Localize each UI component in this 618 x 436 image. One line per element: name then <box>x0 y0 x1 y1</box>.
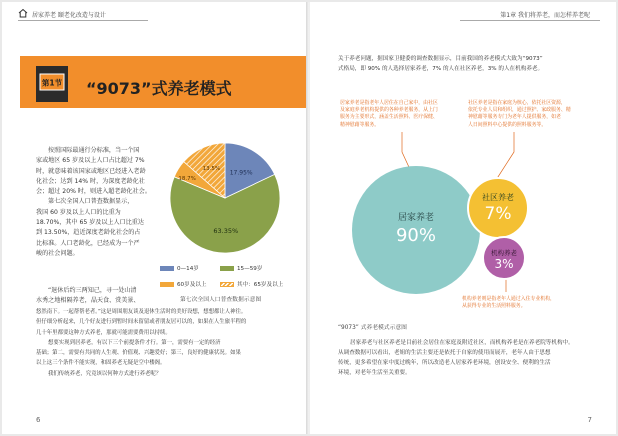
text-line: 我国 60 岁及以上人口的比重为 <box>36 208 121 216</box>
text-line: 第七次全国人口普查数据显示， <box>48 198 134 206</box>
annotation-line: 机构养老则是指老年人通过入住专业机构， <box>462 296 555 302</box>
running-header: 居家养老 颐老化改造与设计 <box>32 12 106 19</box>
community-care-label <box>472 192 524 224</box>
annotation-line: 依托专业人员和组织，通过照护、家政服务、精 <box>468 107 571 114</box>
text-line: 关于养老问题，据国家卫健委的调查数据显示，目前我国的养老模式大致为“9073” <box>338 56 543 62</box>
text-line: 比标准。人口老龄化，已经成为一个严 <box>36 239 140 247</box>
annotation-line: 及家庭养老机构提供的各种养老服务，从上门 <box>340 107 438 114</box>
legend-item-65-plus: 其中：65岁及以上 <box>220 280 283 288</box>
body-paragraph-b <box>36 307 306 379</box>
legend-item-60-plus: 60岁及以上 <box>160 280 207 288</box>
bubble-name: 社区养老 <box>482 193 514 202</box>
left-page <box>2 2 308 434</box>
annotation-line: 人日间照料中心提供的照料服务等。 <box>468 121 547 128</box>
text-line: 峻的社会问题。 <box>36 249 79 257</box>
section-badge-text: 第1节 <box>41 78 63 88</box>
body-paragraph-a <box>36 286 156 307</box>
pie-label-60-plus: 18.7% <box>178 175 196 182</box>
legend-swatch <box>160 282 174 287</box>
header-rule <box>18 20 148 21</box>
text-line: 18.70%，其中 65 岁及以上人口比重达 <box>36 219 144 227</box>
annotation-line: 服务为主要形式，涵盖生活照料、医疗保健、 <box>340 114 438 121</box>
home-care-label <box>376 210 456 246</box>
annotation-line: 从获得专业的生活照料服务。 <box>462 303 526 310</box>
text-line: 从调查数据可以看出，老姐的生活主要还是依托于自家的使用而展开，老年人由于思想 <box>338 350 551 356</box>
text-line: 几十年里都要这种方式养老，那就可能需要费用以持续。 <box>36 329 171 336</box>
legend-swatch-hatched <box>220 282 234 287</box>
legend-item-0-14: 0—14岁 <box>160 264 199 272</box>
bubble-percent: 3% <box>494 257 514 271</box>
pie-label-0-14: 17.95% <box>229 169 253 177</box>
pie-label-15-59: 63.35% <box>213 226 239 235</box>
annotation-line: 社区养老是指在家庭为核心，依托社区资源， <box>468 100 566 106</box>
right-body-paragraph <box>338 338 610 378</box>
text-line: 我们传统养老，究竟该以何种方式进行养老呢？ <box>48 370 162 377</box>
running-header: 第1章 我们将养老，而怎样养老呢 <box>500 12 590 19</box>
legend-item-15-59: 15—59岁 <box>220 264 262 272</box>
section-badge <box>36 66 68 102</box>
text-line: 居家养老与社区养老是目前社会居住在家庭及附近社区，而机构养老是在养老院等机构中。 <box>350 340 574 346</box>
institution-care-annotation <box>462 296 612 310</box>
text-line: 到 13.50%，趋近深度老龄化社会的占 <box>36 229 141 237</box>
figure-caption: “9073” 式养老模式示意图 <box>338 325 407 331</box>
annotation-line: 神慰藉等服务专门为老年人提供服务，如老 <box>468 114 561 121</box>
page-number-left: 6 <box>36 416 41 424</box>
text-line: 但仔细分析起来，几个好友进行到暂时间未留留或者朋友居可以的，如果在人生旅半程的 <box>36 319 247 326</box>
population-pie-chart <box>150 138 300 258</box>
text-line: 化社会；达到 14% 时，为深度老龄化社 <box>36 177 145 185</box>
text-line: 时，就意味着该国家或地区已经进入老龄 <box>36 167 146 175</box>
community-leader-line <box>496 132 514 180</box>
text-line: 会；超过 20% 时，则进入超老龄化社会。 <box>36 188 151 196</box>
text-line: 水秀之地相隔养老，晶天食、赏美景、 <box>36 297 140 305</box>
bubble-percent: 90% <box>395 225 436 246</box>
bubble-name: 机构养老 <box>491 249 517 257</box>
text-line: 传统，更多希望在家中度过晚年，所以改造老人居家养老环境，创设安全、便利的生活 <box>338 360 551 366</box>
bubble-percent: 7% <box>484 204 512 224</box>
text-line: 环境，对老年生活至关重要。 <box>338 370 411 376</box>
pie-label-65-plus: 13.5% <box>202 165 221 172</box>
text-line: 想要实现到居养老，有以下三个前提条件才行。第一，需要有一定的经济 <box>48 339 221 346</box>
house-icon <box>18 8 28 18</box>
section-title: “9073”式养老模式 <box>86 79 232 98</box>
annotation-line: 精神慰藉等服务。 <box>340 121 380 128</box>
annotation-line: 居家养老是指老年人居住在自己家中，由社区 <box>340 100 438 106</box>
legend-swatch <box>220 266 234 271</box>
bubble-name: 居家养老 <box>397 213 434 223</box>
text-line: 式格局，即 90% 的人选择居家养老，7% 的人在社区养老，3% 的人在机构养老。 <box>338 66 544 72</box>
text-line: 基础；第二，需要有共同的人生观、价值观、兴趣爱好；第三，良好的健康状况。如果 <box>36 350 241 357</box>
intro-paragraph <box>36 146 154 259</box>
legend-swatch <box>160 266 174 271</box>
text-line: 悠然南下。一起帮帮老者。”这是周围朋友谈及退休生活时的美好设想，想想都让人神往。 <box>36 309 247 315</box>
page-number-right: 7 <box>587 416 592 424</box>
chart-caption: 第七次全国人口普查数据示意图 <box>180 297 262 303</box>
institution-care-label <box>484 248 524 271</box>
text-line: 按照国际最通行分标准，当一个国 <box>48 147 140 154</box>
right-page <box>310 2 616 434</box>
text-line: 以上这三个条件不能实现，和固养老无疑是空中楼阁。 <box>36 360 166 367</box>
text-line: 家或地区 65 岁及以上人口占比超过 7% <box>36 157 145 165</box>
text-line: “退休后约三两知己，寻一处山清 <box>48 287 137 294</box>
